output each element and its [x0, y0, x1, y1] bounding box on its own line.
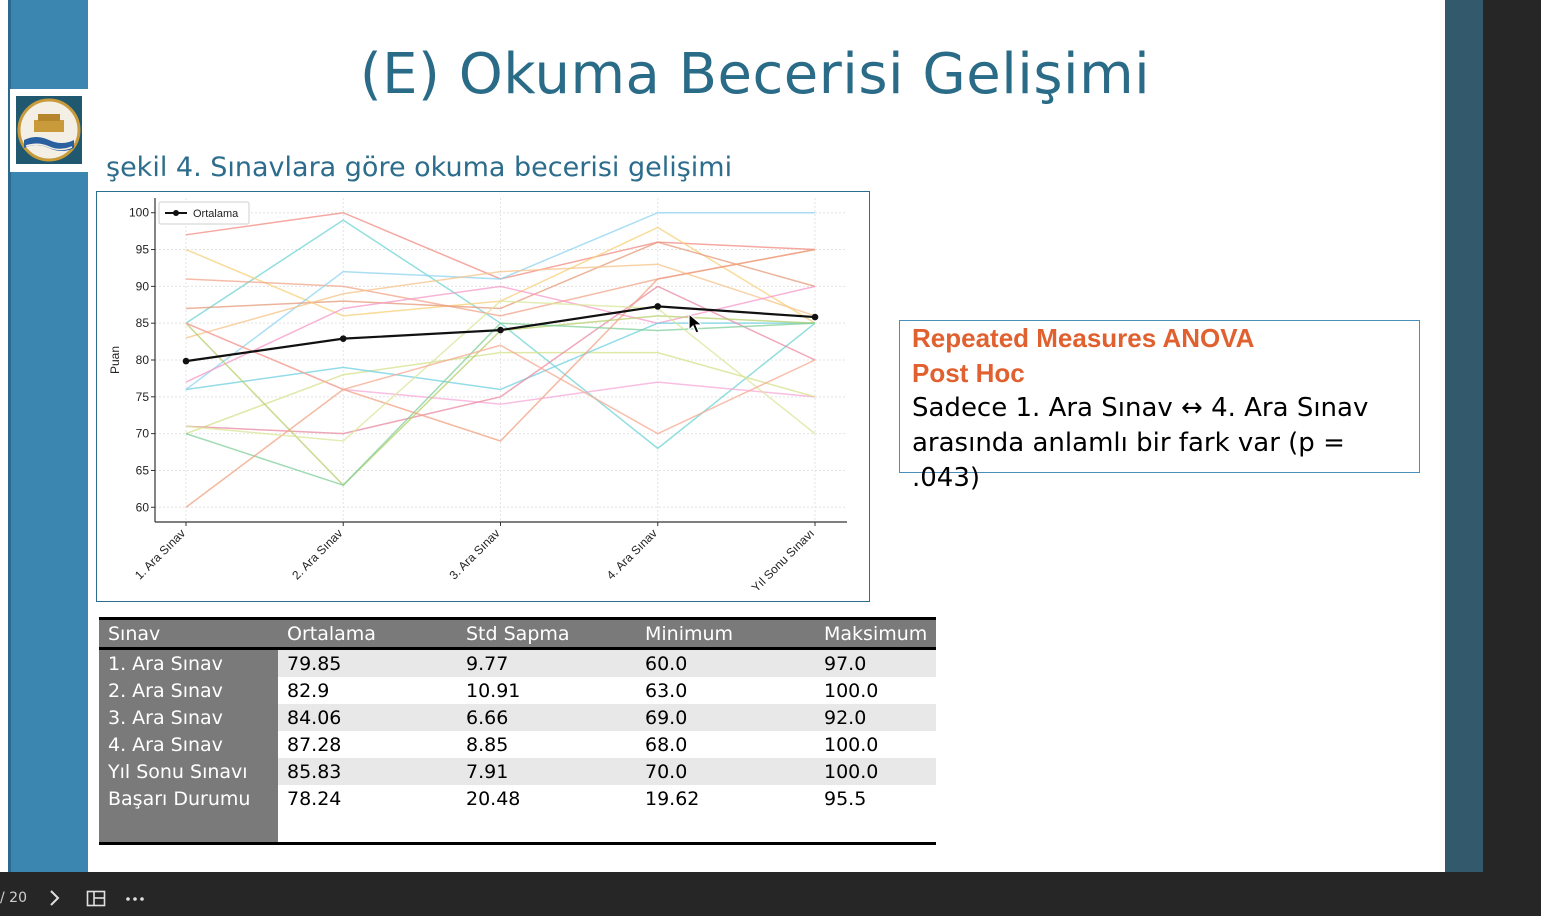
presenter-statusbar — [0, 872, 1541, 916]
more-icon[interactable] — [124, 888, 146, 913]
col-header: Maksimum — [815, 619, 936, 649]
table-cell: 60.0 — [636, 649, 815, 678]
table-row — [99, 677, 936, 704]
page-counter: / 20 — [0, 890, 27, 906]
row-header: 3. Ara Sınav — [99, 704, 278, 731]
notes-layout-icon[interactable] — [86, 888, 106, 913]
x-tick-label: Yıl Sonu Sınavı — [748, 526, 818, 595]
y-tick-label: 70 — [135, 426, 149, 441]
table-cell: 68.0 — [645, 733, 688, 756]
y-tick-label: 75 — [135, 389, 149, 404]
slide-title: (E) Okuma Becerisi Gelişimi — [359, 42, 1151, 107]
table-cell: 100.0 — [824, 679, 879, 702]
table-cell: 8.85 — [466, 733, 509, 756]
x-tick-label: 2. Ara Sınav — [289, 526, 346, 583]
line-chart-svg — [97, 192, 869, 601]
divider — [10, 169, 88, 172]
y-tick-label: 60 — [135, 500, 149, 515]
table-cell: 19.62 — [645, 788, 700, 810]
mouse-cursor-icon — [688, 313, 704, 335]
row-header: Başarı Durumu — [99, 785, 278, 844]
row-header: 4. Ara Sınav — [99, 731, 278, 758]
col-header: Std Sapma — [457, 619, 636, 649]
row-header: Yıl Sonu Sınavı — [99, 758, 278, 785]
y-tick-label: 80 — [135, 353, 149, 367]
descriptive-stats-table — [99, 617, 936, 845]
table-cell: 78.24 — [287, 788, 342, 810]
table-cell: 100.0 — [815, 758, 936, 785]
anova-result-text: Sadece 1. Ara Sınav ↔ 4. Ara Sınav arasında anlamlı bir fark var (p = .043) — [912, 393, 1369, 493]
table-cell: 87.28 — [287, 733, 342, 756]
table-row — [99, 704, 936, 731]
table-row — [99, 731, 936, 758]
legend-label: Ortalama — [193, 208, 239, 220]
row-header: 1. Ara Sınav — [99, 649, 278, 678]
table-row — [99, 758, 936, 785]
table-cell: 10.91 — [466, 679, 521, 702]
table-cell: 69.0 — [636, 704, 815, 731]
x-tick-label: 1. Ara Sınav — [131, 526, 189, 583]
y-axis-label: Puan — [108, 345, 122, 375]
table-cell: 9.77 — [457, 649, 636, 678]
series-point-ortalama — [497, 327, 504, 334]
table-cell: 84.06 — [278, 704, 457, 731]
line-chart — [96, 191, 870, 602]
anova-heading: Repeated Measures ANOVA — [912, 323, 1255, 353]
table-header-row — [99, 619, 936, 649]
y-tick-label: 100 — [128, 205, 149, 220]
series-point-ortalama — [183, 358, 190, 365]
x-tick-label: 4. Ara Sınav — [603, 526, 660, 583]
table-cell: 97.0 — [815, 649, 936, 678]
table-cell: 95.5 — [824, 788, 867, 810]
col-header: Sınav — [99, 619, 278, 649]
figure-caption: şekil 4. Sınavlara göre okuma becerisi gelişimi — [106, 152, 733, 183]
col-header: Ortalama — [278, 619, 457, 649]
table-row — [99, 785, 936, 844]
row-header: 2. Ara Sınav — [99, 677, 278, 704]
table-cell: 20.48 — [466, 788, 521, 810]
right-rail — [1483, 0, 1541, 872]
anova-textbox — [899, 320, 1420, 493]
series-line-student — [186, 353, 815, 434]
y-tick-label: 95 — [135, 242, 149, 257]
table-row — [99, 649, 936, 678]
y-tick-label: 65 — [135, 463, 149, 478]
university-logo — [10, 92, 88, 170]
anova-subheading: Post Hoc — [912, 358, 1025, 388]
table-cell: 6.66 — [457, 704, 636, 731]
table-cell: 85.83 — [278, 758, 457, 785]
table-cell: 63.0 — [645, 679, 688, 702]
series-point-ortalama — [340, 335, 347, 342]
col-header: Minimum — [636, 619, 815, 649]
table-cell: 92.0 — [815, 704, 936, 731]
chevron-right-icon[interactable] — [48, 888, 62, 913]
y-tick-label: 85 — [135, 316, 149, 331]
table-cell: 100.0 — [824, 733, 879, 756]
series-point-ortalama — [812, 314, 819, 321]
legend-swatch-marker — [173, 210, 179, 216]
table-cell: 79.85 — [278, 649, 457, 678]
table-cell: 82.9 — [287, 679, 330, 702]
y-tick-label: 90 — [135, 279, 149, 294]
table-cell: 70.0 — [636, 758, 815, 785]
series-point-ortalama — [654, 303, 661, 310]
x-tick-label: 3. Ara Sınav — [446, 526, 503, 583]
table-cell: 7.91 — [457, 758, 636, 785]
